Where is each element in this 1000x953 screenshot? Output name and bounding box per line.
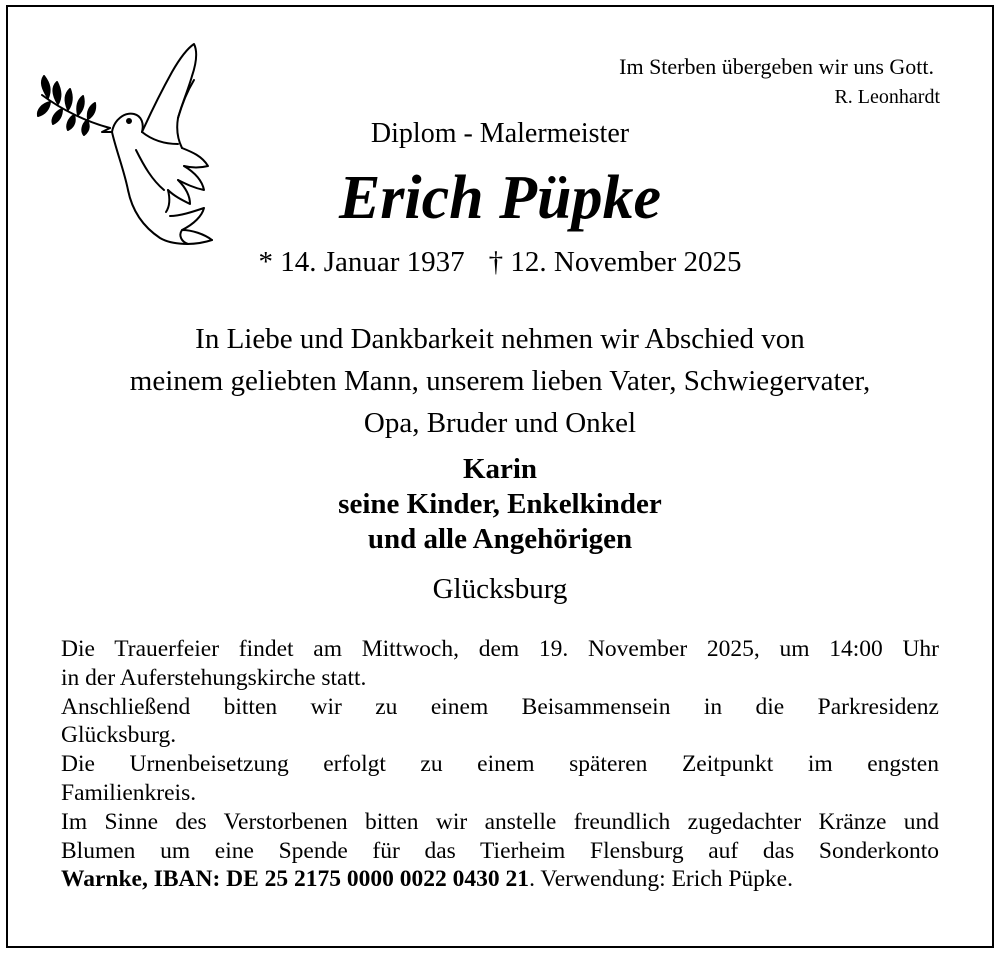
info-line: Die Urnenbeisetzung erfolgt zu einem späteren Zeitpunkt im engsten — [61, 751, 939, 778]
mourner-line: und alle Angehörigen — [367, 523, 633, 555]
urn-paragraph — [61, 750, 939, 808]
deceased-name: Erich Püpke — [338, 164, 662, 232]
mourner-line: Karin — [462, 453, 538, 485]
life-dates — [0, 246, 1000, 279]
info-line: in der Auferstehungskirche statt. — [61, 664, 367, 691]
info-line: Familienkreis. — [61, 779, 197, 806]
info-line: Glücksburg. — [61, 722, 177, 749]
info-line: Im Sinne des Verstorbenen bitten wir anstelle freundlich zugedachter Kränze und — [61, 808, 939, 835]
farewell-line: meinem geliebten Mann, unserem lieben Vater, Schwiegervater, — [129, 365, 871, 397]
donation-paragraph — [61, 808, 939, 894]
quote-author: R. Leonhardt — [834, 86, 940, 108]
quote-text: Im Sterben übergeben wir uns Gott. — [619, 54, 934, 79]
farewell-text — [0, 318, 1000, 444]
info-line: Anschließend bitten wir zu einem Beisammensein in die Parkresidenz — [61, 693, 939, 720]
death-date: † 12. November 2025 — [488, 246, 742, 278]
farewell-line: Opa, Bruder und Onkel — [363, 407, 637, 439]
mourner-line: seine Kinder, Enkelkinder — [338, 488, 662, 520]
birth-date: * 14. Januar 1937 — [258, 246, 465, 278]
info-line: Blumen um eine Spende für das Tierheim Flensburg auf das Sonderkonto — [61, 837, 939, 864]
info-line: Die Trauerfeier findet am Mittwoch, dem 19. November 2025, um 14:00 Uhr — [61, 636, 939, 662]
donation-account: Warnke, IBAN: DE 25 2175 0000 0022 0430 21 — [61, 866, 530, 893]
funeral-paragraph — [61, 635, 939, 693]
profession-title: Diplom - Malermeister — [370, 118, 630, 149]
mourners-list — [0, 452, 1000, 557]
funeral-info — [61, 635, 939, 894]
gathering-paragraph — [61, 693, 939, 751]
info-line — [61, 865, 939, 894]
farewell-line: In Liebe und Dankbarkeit nehmen wir Abschied von — [195, 323, 805, 355]
place-name: Glücksburg — [432, 573, 568, 605]
donation-usage: . Verwendung: Erich Püpke. — [529, 866, 793, 893]
